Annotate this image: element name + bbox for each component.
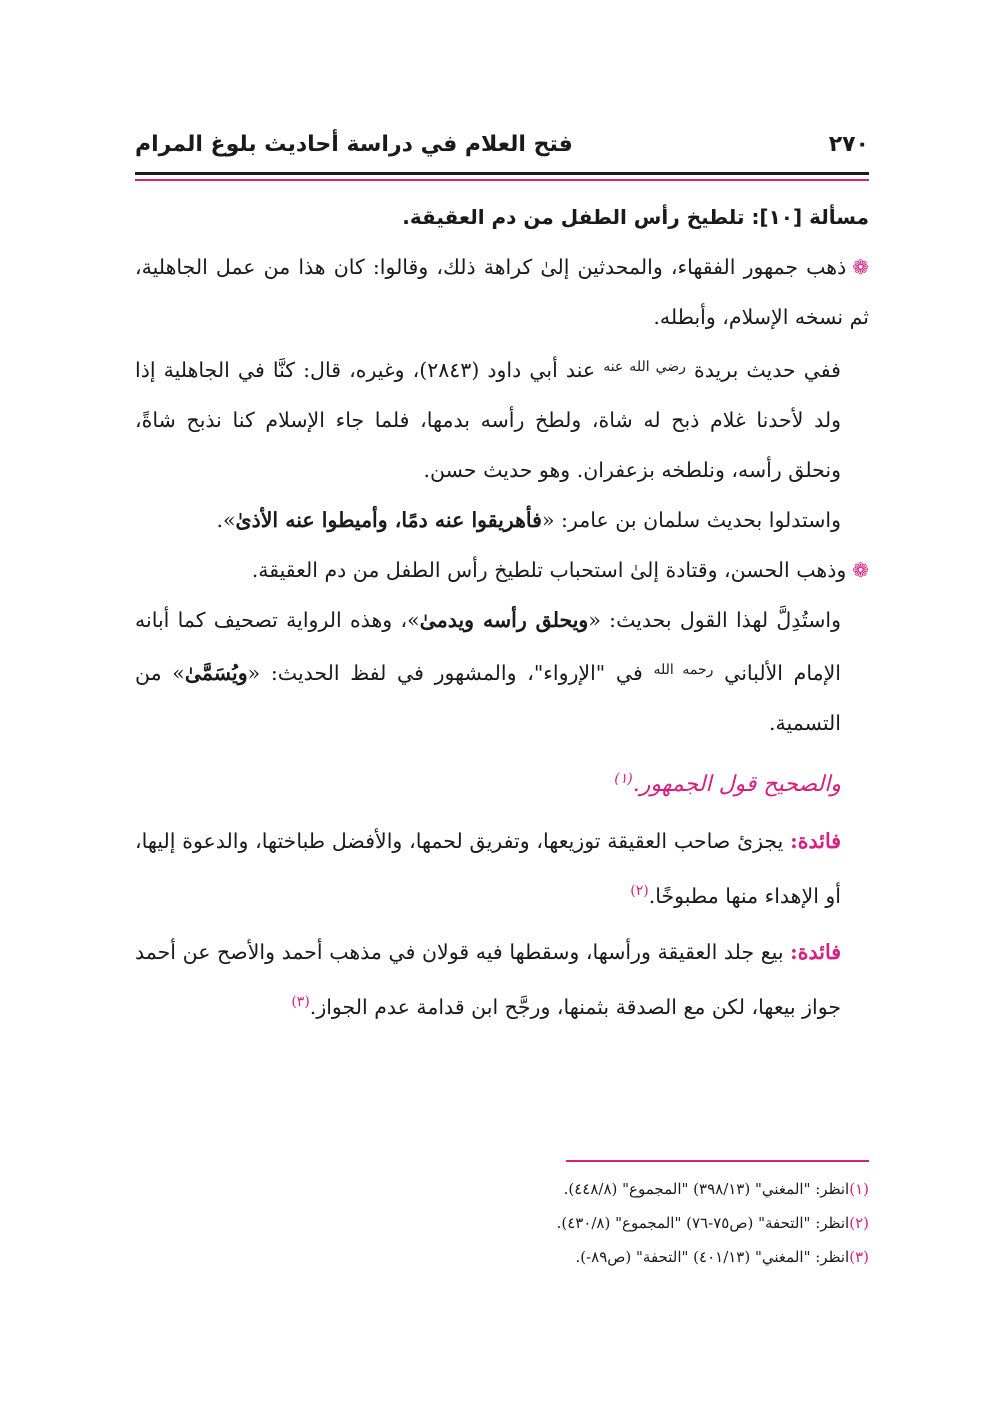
hadith-quote: ويُسَمَّىٰ — [184, 661, 248, 685]
paragraph-evidence — [135, 595, 869, 748]
paragraph-majority-view — [135, 242, 869, 342]
footnote-separator — [566, 1160, 869, 1162]
paragraph-text: في "الإرواء"، والمشهور في لفظ الحديث: « — [247, 661, 643, 685]
paragraph-text: يجزئ صاحب العقيقة توزيعها، وتفريق لحمها، والأفضل طباختها، والدعوة إليها، أو الإهداء منها مطبوخًا. — [135, 829, 841, 908]
footnote-item — [135, 1206, 869, 1240]
footnote-text: انظر: "التحفة" (ص٧٥-٧٦) "المجموع" (٤٣٠/٨). — [556, 1214, 850, 1232]
footnote-number: (٢) — [849, 1214, 869, 1232]
page-number: ٢٧٠ — [828, 132, 869, 157]
issue-heading — [135, 192, 869, 242]
benefit-label: فائدة: — [790, 940, 841, 964]
footnote-number: (١) — [849, 1180, 869, 1198]
paragraph-text: » من التسمية. — [135, 661, 841, 735]
paragraph-second-view — [135, 545, 869, 595]
footnote-text: انظر: "المغني" (٤٠١/١٣) "التحفة" (ص٨٩-). — [575, 1248, 850, 1266]
footnote-text: انظر: "المغني" (٣٩٨/١٣) "المجموع" (٤٤٨/٨). — [563, 1180, 850, 1198]
honorific: رضي الله عنه — [603, 359, 686, 375]
issue-title: تلطيخ رأس الطفل من دم العقيقة. — [402, 205, 745, 229]
paragraph-buraidah-hadith — [135, 342, 869, 495]
page-header — [135, 128, 869, 168]
conclusion-text: والصحيح قول الجمهور. — [632, 772, 841, 797]
honorific: رحمه الله — [653, 662, 714, 678]
footnote-ref: (١) — [614, 771, 633, 787]
footnote-ref: (٢) — [630, 883, 649, 899]
footnotes — [135, 1172, 869, 1274]
paragraph-text: »، وهذه الرواية تصحيف كما أبانه الإمام الألباني — [135, 608, 841, 685]
flower-icon: ❁ — [852, 558, 869, 582]
benefit-note-1 — [135, 816, 869, 921]
hadith-quote: ويحلق رأسه ويدمىٰ — [419, 608, 589, 632]
benefit-label: فائدة: — [790, 829, 841, 853]
header-rule-thick — [135, 172, 869, 175]
flower-icon: ❁ — [852, 255, 869, 279]
body-text — [135, 192, 869, 1032]
footnote-number: (٣) — [849, 1248, 869, 1266]
paragraph-text: بيع جلد العقيقة ورأسها، وسقطها فيه قولان في مذهب أحمد والأصح عن أحمد جواز بيعها، لكن مع الصدقة بثمنها، ورجَّح ابن قدامة عدم الجواز. — [135, 940, 841, 1019]
benefit-note-2 — [135, 927, 869, 1032]
paragraph-text: ذهب جمهور الفقهاء، والمحدثين إلىٰ كراهة ذلك، وقالوا: كان هذا من عمل الجاهلية، ثم نسخه الإسلام، وأبطله. — [135, 255, 869, 329]
footnote-item — [135, 1240, 869, 1274]
paragraph-text: عند أبي داود (٢٨٤٣)، وغيره، قال: كنَّا في الجاهلية إذا ولد لأحدنا غلام ذبح له شاة، ولطخ رأسه بدمها، فلما جاء الإسلام كنا نذبح شاةً، ونحلق رأسه، ونلطخه بزعفران. وهو حديث حسن. — [135, 358, 841, 482]
paragraph-salman-hadith — [135, 495, 869, 545]
header-rule-accent — [135, 179, 869, 181]
paragraph-text: واستُدِلَّ لهذا القول بحديث: « — [588, 608, 841, 632]
conclusion — [135, 754, 869, 810]
paragraph-text: ». — [216, 508, 236, 532]
paragraph-text: وذهب الحسن، وقتادة إلىٰ استحباب تلطيخ رأس الطفل من دم العقيقة. — [251, 558, 847, 582]
footnote-ref: (٣) — [291, 994, 310, 1010]
issue-label: مسألة [١٠]: — [751, 205, 869, 229]
paragraph-text: ففي حديث بريدة — [694, 358, 841, 382]
hadith-quote: فأهريقوا عنه دمًا، وأميطوا عنه الأذىٰ — [235, 508, 542, 532]
footnote-item — [135, 1172, 869, 1206]
running-title: فتح العلام في دراسة أحاديث بلوغ المرام — [135, 132, 573, 157]
paragraph-text: واستدلوا بحديث سلمان بن عامر: « — [541, 508, 841, 532]
